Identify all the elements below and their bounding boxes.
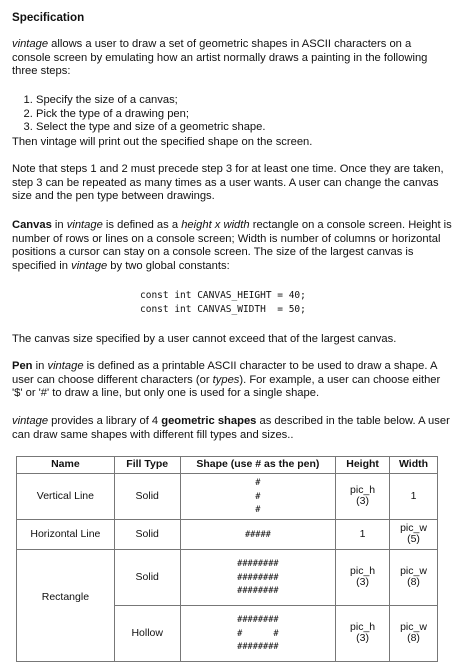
shape-preview: [180, 606, 335, 662]
shapes-text: provides a library of 4: [48, 415, 162, 427]
step-item: 3. Select the type and size of a geometric shape.: [36, 121, 460, 135]
shape-ascii: #####: [244, 529, 271, 540]
width-param: pic_w: [400, 521, 427, 534]
height-cell: [336, 550, 390, 606]
then-line: Then vintage will print out the specified shape on the screen.: [12, 136, 313, 148]
width-cell: [390, 550, 438, 606]
shapes-table: [16, 456, 438, 662]
height-cell: [336, 606, 390, 662]
canvas-text: rectangle on a console screen. Height is number of rows or lines on a console screen; Width is number of columns or horizontal positions a cursor can stay on a console screen. The size of the largest canvas is specified in: [12, 219, 452, 272]
pen-text: is defined as a printable ASCII character to be used to draw a shape. A user can choose different characters (or: [12, 360, 437, 386]
shape-name: Rectangle: [17, 550, 115, 662]
fill-type: Solid: [114, 550, 180, 606]
pen-italic: types: [212, 373, 240, 386]
fill-type: Solid: [114, 520, 180, 550]
step-item: 1. Specify the size of a canvas;: [36, 94, 460, 108]
shape-ascii: # # #: [255, 478, 261, 516]
table-header-row: [17, 457, 438, 474]
width-value: (8): [407, 631, 420, 644]
shapes-italic: vintage: [12, 415, 49, 427]
shape-preview: [180, 474, 335, 520]
table-row: [17, 474, 438, 520]
shape-name: Vertical Line: [17, 474, 115, 520]
shapes-paragraph: [12, 415, 452, 442]
canvas-text: by two global constants:: [107, 259, 230, 272]
table-header: Shape (use # as the pen): [180, 457, 335, 474]
table-header: Height: [336, 457, 390, 474]
height-param: pic_h: [350, 483, 376, 496]
canvas-text: is defined as a: [102, 219, 182, 231]
intro-paragraph: [12, 38, 452, 79]
intro-text: allows a user to draw a set of geometric shapes in ASCII characters on a console screen by emulating how an artist normally draws a painting in the following three steps:: [12, 38, 428, 78]
height-value: (3): [356, 494, 369, 507]
height-value: (3): [356, 575, 369, 588]
width-cell: 1: [390, 474, 438, 520]
canvas-text: in: [51, 219, 67, 231]
canvas-term: Canvas: [12, 219, 52, 231]
table-header: Width: [390, 457, 438, 474]
table-row: [17, 550, 438, 606]
shapes-term: geometric shapes: [161, 415, 257, 427]
fill-type: Hollow: [114, 606, 180, 662]
pen-text: in: [32, 360, 48, 372]
pen-italic: vintage: [47, 360, 84, 372]
canvas-limit-line: The canvas size specified by a user cannot exceed that of the largest canvas.: [12, 333, 397, 345]
height-cell: [336, 474, 390, 520]
steps-list: [14, 94, 460, 135]
step-item: 2. Pick the type of a drawing pen;: [36, 108, 460, 122]
intro-italic: vintage: [12, 38, 49, 50]
code-line: const int CANVAS_WIDTH = 50;: [140, 303, 306, 315]
pen-paragraph: [12, 360, 452, 401]
width-param: pic_w: [400, 620, 427, 633]
shape-preview: [180, 520, 335, 550]
code-block: [140, 289, 440, 316]
canvas-italic: height x width: [181, 219, 250, 231]
note-paragraph: Note that steps 1 and 2 must precede step 3 for at least one time. Once they are taken, step 3 can be repeated as many times as a user wants. A user can change the canvas size and the pen type between drawings.: [12, 163, 444, 203]
pen-term: Pen: [12, 360, 33, 372]
table-header: Name: [17, 457, 115, 474]
shape-ascii: ######## ######## ########: [237, 559, 279, 597]
width-param: pic_w: [400, 564, 427, 577]
height-cell: 1: [336, 520, 390, 550]
pen-text: ). For example, a user can choose either '$' or '#' to draw a line, but only one is used for a single shape.: [12, 373, 441, 400]
canvas-italic: vintage: [71, 259, 108, 272]
width-value: (8): [407, 575, 420, 588]
table-header: Fill Type: [114, 457, 180, 474]
width-cell: [390, 520, 438, 550]
width-value: (5): [407, 532, 420, 545]
height-param: pic_h: [350, 564, 376, 577]
shape-name: Horizontal Line: [17, 520, 115, 550]
shape-ascii: ######## # # ########: [237, 615, 279, 653]
shape-preview: [180, 550, 335, 606]
fill-type: Solid: [114, 474, 180, 520]
shapes-text: as described in the table below. A user can draw same shapes with different fill types and sizes..: [12, 415, 450, 441]
height-value: (3): [356, 631, 369, 644]
canvas-paragraph: [12, 219, 452, 273]
section-heading: Specification: [12, 11, 85, 24]
table-row: [17, 520, 438, 550]
code-line: const int CANVAS_HEIGHT = 40;: [140, 290, 306, 301]
width-cell: [390, 606, 438, 662]
canvas-italic: vintage: [66, 219, 103, 231]
height-param: pic_h: [350, 620, 376, 633]
